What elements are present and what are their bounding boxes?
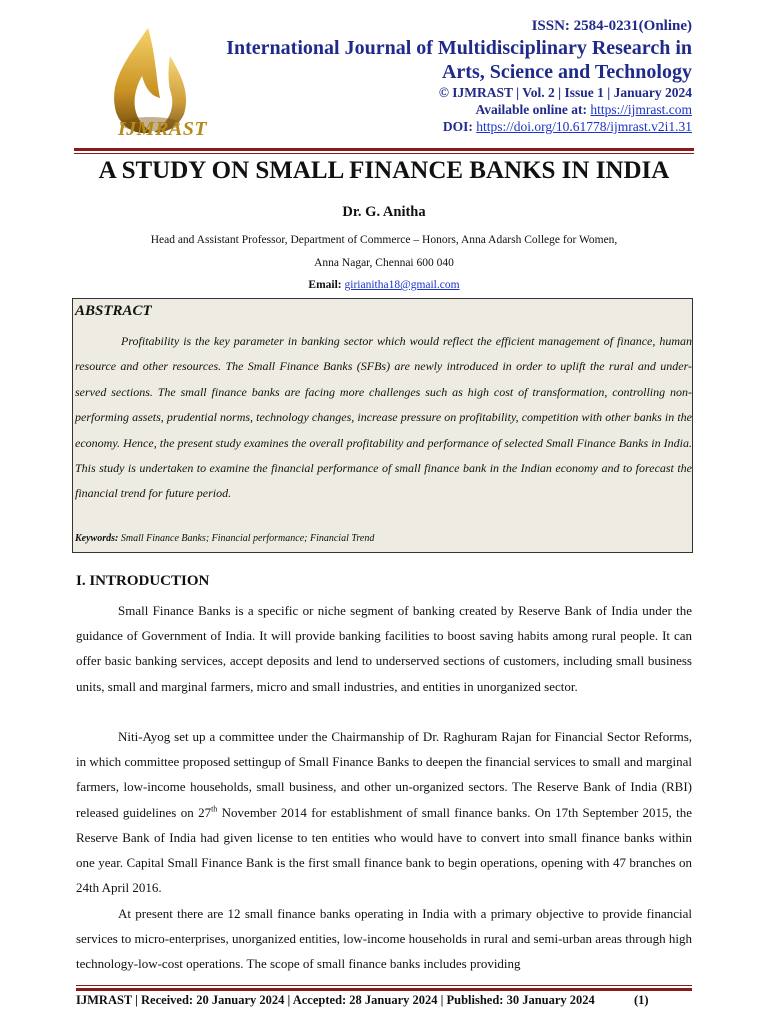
header-rule-thin bbox=[74, 153, 694, 154]
author-name: Dr. G. Anitha bbox=[342, 204, 426, 220]
abstract-body: Profitability is the key parameter in banking sector which would reflect the efficient management of finance, human resource and other resources. The Small Finance Banks (SFBs) are newly introduced in order to uplift the rural and under-served sections. The small finance banks are facing more challenges such as high cost of transformation, controlling non-performing assets, prudential norms, technology changes, increase pressure on profitability, competition with other banks in the economy. Hence, the present study examines the overall profitability and performance of selected Small Finance Banks in India. This study is undertaken to examine the financial performance of small finance bank in the Indian economy and to forecast the financial trend for future period. bbox=[75, 334, 692, 501]
abstract-box bbox=[72, 298, 693, 553]
available-label: Available online at: bbox=[475, 102, 587, 117]
doi-label: DOI: bbox=[442, 119, 473, 134]
footer-rule-thin bbox=[76, 985, 692, 986]
section-heading-introduction: I. INTRODUCTION bbox=[76, 573, 210, 589]
email-label: Email: bbox=[308, 279, 342, 291]
intro-paragraph-1: Small Finance Banks is a specific or niche segment of banking created by Reserve Bank of India under the guidance of Government of India. It will provide banking facilities to boost saving habits among rural people. It can offer basic banking services, accept deposits and lend to underserved sections of customers, including small business units, small and marginal farmers, micro and small industries, and entities in unorganized sector. bbox=[76, 603, 692, 694]
journal-name-line2: Arts, Science and Technology bbox=[441, 61, 692, 83]
page-number: (1) bbox=[634, 993, 649, 1007]
intro-paragraph-2-part1: Niti-Ayog set up a committee under the Chairmanship of Dr. Raghuram Rajan for Financial Sector Reforms, in which committee proposed settingup of Small Finance Banks to deepen the financial services to small and marginal farmers, low-income households, small business, and other un-organized sectors. The Reserve Bank of India (RBI) released guidelines on 27 bbox=[76, 729, 692, 820]
doi-link[interactable]: https://doi.org/10.61778/ijmrast.v2i1.31 bbox=[476, 119, 692, 134]
intro-paragraph-2-part2: November 2014 for establishment of small finance banks. On 17th September 2015, the Reserve Bank of India had given license to ten entities who would have to convert into small finance banks within one year. Capital Small Finance Bank is the first small finance bank to begin operations, opening with 47 branches on 24th April 2016. bbox=[76, 804, 692, 896]
affiliation-line2: Anna Nagar, Chennai 600 040 bbox=[314, 257, 454, 269]
logo-text: IJMRAST bbox=[118, 118, 208, 140]
journal-header bbox=[226, 16, 692, 135]
issn: ISSN: 2584-0231(Online) bbox=[531, 18, 692, 34]
affiliation-line1: Head and Assistant Professor, Department of Commerce – Honors, Anna Adarsh College for Women, bbox=[150, 234, 618, 246]
keywords-label: Keywords: bbox=[75, 533, 119, 544]
ordinal-superscript: th bbox=[211, 804, 218, 814]
doi bbox=[226, 118, 692, 135]
abstract-heading: ABSTRACT bbox=[75, 303, 152, 319]
intro-paragraph-3: At present there are 12 small finance banks operating in India with a primary objective to provide financial services to micro-enterprises, unorganized entities, low-income households in rural and semi-urban areas through high technology-low-cost operations. The scope of small finance banks includes providing bbox=[76, 906, 693, 972]
keywords-text: Small Finance Banks; Financial performance; Financial Trend bbox=[120, 533, 375, 544]
email-line bbox=[0, 279, 768, 291]
intro-paragraph-2 bbox=[76, 724, 692, 900]
footer-rule-thick bbox=[76, 988, 692, 991]
keywords-line bbox=[75, 533, 374, 544]
volume-info: © IJMRAST | Vol. 2 | Issue 1 | January 2024 bbox=[438, 85, 692, 100]
header-rule-thick bbox=[74, 148, 694, 151]
journal-website-link[interactable]: https://ijmrast.com bbox=[590, 102, 692, 117]
paper-title: A STUDY ON SMALL FINANCE BANKS IN INDIA bbox=[98, 157, 670, 184]
footer-publication-dates: IJMRAST | Received: 20 January 2024 | Accepted: 28 January 2024 | Published: 30 January 2024 bbox=[76, 993, 595, 1007]
journal-name-line1: International Journal of Multidisciplinary Research in bbox=[226, 37, 692, 59]
author-email-link[interactable]: girianitha18@gmail.com bbox=[344, 279, 460, 291]
available-online bbox=[226, 101, 692, 118]
